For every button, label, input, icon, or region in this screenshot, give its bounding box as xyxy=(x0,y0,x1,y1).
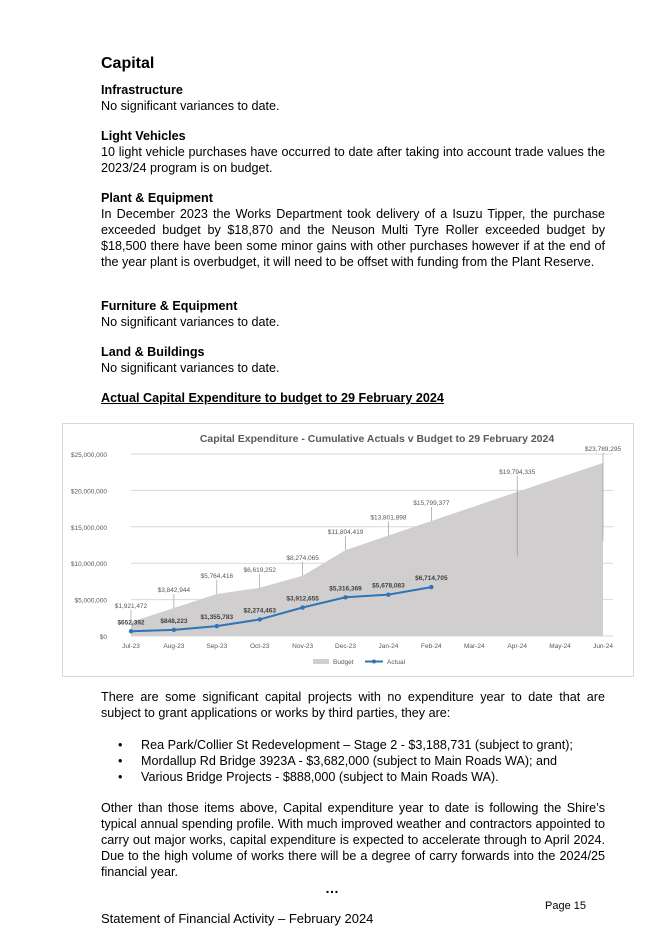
section-body: No significant variances to date. xyxy=(101,315,280,329)
y-tick-label: $20,000,000 xyxy=(70,488,107,496)
legend-label-actual: Actual xyxy=(387,659,406,666)
x-tick-label: Feb-24 xyxy=(421,643,442,650)
page-heading: Capital xyxy=(101,55,155,72)
y-tick-label: $25,000,000 xyxy=(70,452,107,459)
budget-data-label: $5,764,416 xyxy=(200,573,234,581)
x-tick-label: Mar-24 xyxy=(463,643,485,650)
section-body: In December 2023 the Works Department took delivery of a Isuzu Tipper, the purchase exceeded budget by $18,870 and the Neuson Multi Tyre Roller exceeded budget by $18,500 there have been some minor gains with other purchases however if at the end of the year plant is overbudget, it will need to be offset with funding from the Plant Reserve. xyxy=(101,207,605,269)
budget-data-label: $1,921,472 xyxy=(114,603,148,611)
capital-expenditure-chart xyxy=(63,424,633,676)
project-list-wrap xyxy=(101,737,605,785)
y-tick-label: $0 xyxy=(99,634,107,641)
footer-title: Statement of Financial Activity – February 2024 xyxy=(101,911,374,926)
chart-container xyxy=(62,423,634,677)
budget-data-label: $8,274,065 xyxy=(286,554,319,562)
x-tick-label: Sep-23 xyxy=(206,643,228,650)
actual-point xyxy=(300,605,304,609)
section-light-vehicles xyxy=(101,128,605,176)
actual-data-label: $5,316,369 xyxy=(329,585,362,593)
actual-data-label: $652,392 xyxy=(117,619,145,627)
closing-paragraph: Other than those items above, Capital expenditure year to date is following the Shire’s typical annual spending profile. With much improved weather and contractors appointed to carry out major works, capital expenditure is expected to accelerate through to April 2024. Due to the high volume of works there will be a degree of carry forwards into the 2024/25 financial year. xyxy=(101,801,605,879)
x-tick-label: Jul-23 xyxy=(122,643,140,650)
x-tick-label: May-24 xyxy=(549,643,571,650)
actual-data-label: $1,355,783 xyxy=(200,614,234,622)
section-title: Furniture & Equipment xyxy=(101,299,238,313)
budget-data-label: $6,619,252 xyxy=(243,566,277,574)
section-furniture-equipment xyxy=(101,298,605,330)
budget-data-label: $11,804,419 xyxy=(327,529,364,537)
y-tick-label: $15,000,000 xyxy=(70,524,107,532)
bullet-icon: • xyxy=(118,738,123,752)
section-title: Infrastructure xyxy=(101,83,183,97)
legend-marker-actual xyxy=(372,660,376,664)
x-tick-label: Nov-23 xyxy=(292,643,314,650)
y-tick-label: $5,000,000 xyxy=(74,597,107,605)
x-tick-label: Jan-24 xyxy=(378,643,399,650)
list-item: • Rea Park/Collier St Redevelopment – Stage 2 - $3,188,731 (subject to grant); xyxy=(118,738,573,752)
chart-heading: Actual Capital Expenditure to budget to 29 February 2024 xyxy=(101,391,444,405)
section-land-buildings xyxy=(101,344,605,376)
x-tick-label: Jun-24 xyxy=(593,643,613,650)
x-tick-label: Apr-24 xyxy=(507,643,527,650)
legend-label-budget: Budget xyxy=(333,659,354,666)
actual-point xyxy=(215,624,219,628)
actual-point xyxy=(343,595,347,599)
section-body: No significant variances to date. xyxy=(101,361,280,375)
budget-data-label: $15,799,377 xyxy=(413,499,450,507)
intro-paragraph: There are some significant capital projects with no expenditure year to date that are subject to grant applications or works by third parties, they are: xyxy=(101,690,605,720)
x-tick-label: Oct-23 xyxy=(249,643,270,650)
x-tick-label: Aug-23 xyxy=(163,643,185,650)
chart-title: Capital Expenditure - Cumulative Actuals v Budget to 29 February 2024 xyxy=(199,433,555,445)
project-list xyxy=(101,737,605,785)
section-infrastructure xyxy=(101,82,605,114)
budget-area xyxy=(131,463,603,636)
budget-data-label: $3,842,944 xyxy=(157,587,191,595)
actual-data-label: $3,912,655 xyxy=(286,595,319,603)
actual-data-label: $848,223 xyxy=(160,617,188,625)
actual-data-label: $5,678,083 xyxy=(372,582,405,590)
actual-point xyxy=(386,592,390,596)
section-plant-equipment xyxy=(101,190,605,270)
actual-data-label: $2,274,463 xyxy=(243,607,277,615)
budget-data-label: $19,794,335 xyxy=(499,468,536,476)
section-title: Plant & Equipment xyxy=(101,191,213,205)
actual-data-label: $6,714,705 xyxy=(415,575,448,583)
chart-heading-wrap xyxy=(101,390,605,406)
section-title: Land & Buildings xyxy=(101,345,205,359)
budget-data-label: $23,789,295 xyxy=(584,445,622,453)
section-body: 10 light vehicle purchases have occurred to date after taking into account trade values the 2023/24 program is on budget. xyxy=(101,145,605,175)
page-number: Page 15 xyxy=(545,900,586,912)
budget-data-label: $13,801,898 xyxy=(370,514,407,522)
actual-point xyxy=(258,617,262,621)
actual-point xyxy=(129,629,133,633)
bullet-icon: • xyxy=(118,754,123,768)
legend-swatch-budget xyxy=(313,659,329,664)
section-body: No significant variances to date. xyxy=(101,99,280,113)
bullet-icon: • xyxy=(118,770,123,784)
y-tick-label: $10,000,000 xyxy=(70,561,107,569)
list-item: • Various Bridge Projects - $888,000 (subject to Main Roads WA). xyxy=(118,770,499,784)
x-tick-label: Dec-23 xyxy=(335,643,357,650)
section-title: Light Vehicles xyxy=(101,129,186,143)
actual-point xyxy=(429,585,433,589)
ellipsis: … xyxy=(325,880,339,896)
list-item: • Mordallup Rd Bridge 3923A - $3,682,000 (subject to Main Roads WA); and xyxy=(118,754,558,768)
actual-point xyxy=(172,628,176,632)
